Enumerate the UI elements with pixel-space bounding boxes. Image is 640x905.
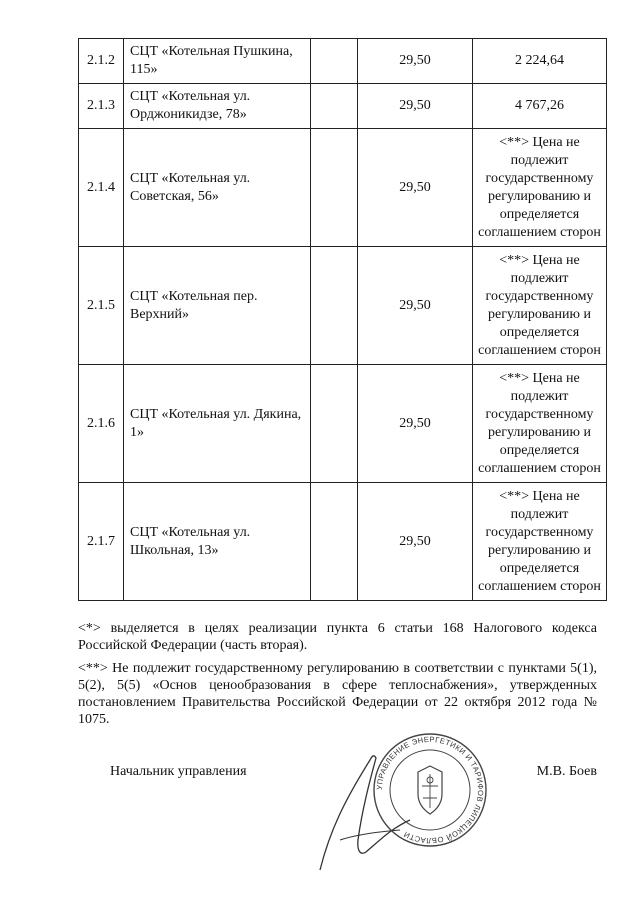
row-name: СЦТ «Котельная ул. Орджоникидзе, 78» bbox=[124, 84, 311, 129]
row-number: 2.1.4 bbox=[79, 129, 124, 247]
table-row bbox=[79, 39, 607, 84]
row-price-note bbox=[473, 129, 607, 247]
row-name: СЦТ «Котельная ул. Дякина, 1» bbox=[124, 365, 311, 483]
row-number: 2.1.6 bbox=[79, 365, 124, 483]
row-tariff: 29,50 bbox=[358, 247, 473, 365]
signatory-name: М.В. Боев bbox=[536, 764, 597, 779]
row-name: СЦТ «Котельная пер. Верхний» bbox=[124, 247, 311, 365]
row-tariff: 29,50 bbox=[358, 365, 473, 483]
table-row bbox=[79, 84, 607, 129]
tariff-table bbox=[78, 38, 607, 601]
table-row bbox=[79, 365, 607, 483]
row-price-note bbox=[473, 247, 607, 365]
row-price: 2 224,64 bbox=[473, 39, 607, 84]
official-seal bbox=[370, 730, 490, 850]
price-note-text: <**> Цена не подлежит государственному регулированию и определяется соглашением сторон bbox=[478, 134, 601, 240]
price-note-text: <**> Цена не подлежит государственному регулированию и определяется соглашением сторон bbox=[478, 252, 601, 358]
row-name: СЦТ «Котельная ул. Советская, 56» bbox=[124, 129, 311, 247]
row-number: 2.1.3 bbox=[79, 84, 124, 129]
row-blank-cell bbox=[311, 39, 358, 84]
row-tariff: 29,50 bbox=[358, 84, 473, 129]
row-tariff: 29,50 bbox=[358, 483, 473, 601]
row-name: СЦТ «Котельная Пушкина, 115» bbox=[124, 39, 311, 84]
footnote-vat: <*> выделяется в целях реализации пункта 6 статьи 168 Налогового кодекса Российской Федерации (часть вторая). bbox=[78, 621, 597, 653]
signatory-title: Начальник управления bbox=[110, 764, 247, 779]
table-row bbox=[79, 129, 607, 247]
row-blank-cell bbox=[311, 247, 358, 365]
row-blank-cell bbox=[311, 84, 358, 129]
row-price-note bbox=[473, 483, 607, 601]
row-number: 2.1.5 bbox=[79, 247, 124, 365]
seal-text: УПРАВЛЕНИЕ ЭНЕРГЕТИКИ И ТАРИФОВ ЛИПЕЦКОЙ ОБЛАСТИ bbox=[374, 734, 486, 846]
row-blank-cell bbox=[311, 129, 358, 247]
row-price-note bbox=[473, 365, 607, 483]
row-number: 2.1.7 bbox=[79, 483, 124, 601]
row-tariff: 29,50 bbox=[358, 129, 473, 247]
footnote-regulation: <**> Не подлежит государственному регулированию в соответствии с пунктами 5(1), 5(2), 5(5) «Основ ценообразования в сфере теплоснабжения», утвержденных постановлением Правительства Российской Федерации от 22 октября 2012 года № 1075. bbox=[78, 661, 597, 727]
row-blank-cell bbox=[311, 365, 358, 483]
row-price: 4 767,26 bbox=[473, 84, 607, 129]
price-note-text: <**> Цена не подлежит государственному регулированию и определяется соглашением сторон bbox=[478, 370, 601, 476]
row-blank-cell bbox=[311, 483, 358, 601]
row-number: 2.1.2 bbox=[79, 39, 124, 84]
table-row bbox=[79, 247, 607, 365]
footnotes bbox=[78, 620, 597, 734]
row-name: СЦТ «Котельная ул. Школьная, 13» bbox=[124, 483, 311, 601]
row-tariff: 29,50 bbox=[358, 39, 473, 84]
table-row bbox=[79, 483, 607, 601]
price-note-text: <**> Цена не подлежит государственному регулированию и определяется соглашением сторон bbox=[478, 488, 601, 594]
